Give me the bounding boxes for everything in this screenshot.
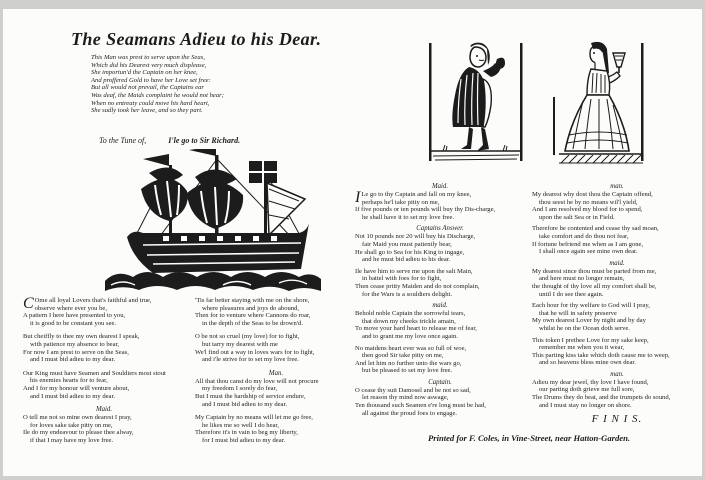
verse-stanza [532,225,702,255]
speaker-label: Captain. [428,378,452,386]
verse-line: This parting kiss take which doth cause me to weep, [532,351,670,359]
ballad-title: The Seamans Adieu to his Dear. [71,29,322,49]
verse-line: I Le go to thy Captain and fall on my knee, [355,189,472,206]
verse-line: And let him no further unto the wars go, [355,359,462,367]
verse-line: All that thou canst do my love will not procure [195,377,319,385]
verse-stanza [532,379,702,409]
intro-line: She importun'd the Captain on her knee, [91,69,198,77]
verse-line: Ile do my endeavour to please thee alway, [23,429,134,437]
intro-verse [91,54,321,115]
verse-line: if that I may have my love free. [30,436,114,444]
verse-line: where pleasures and joys do abound, [202,304,300,312]
verse-line: For now I am prest to serve on the Seas, [23,348,129,356]
finis-line: F I N I S. [591,413,643,426]
verse-line: Behold noble Captain the sorrowful tears, [355,310,466,318]
verse-line: and i'le strive for to set my love free. [202,356,299,364]
verse-line: whilst he on the Ocean doth serve. [539,324,631,332]
intro-line: But all would not prevail, the Captains ear [91,84,204,92]
verse-line: This token I prethee Love for my sake keep, [532,336,649,344]
verse-line: If fortune befriend me when as I am gone, [532,240,644,248]
intro-line: And proffered Gold to have her Love set free: [91,76,211,84]
verse-line: and I must bid adieu to my dear. [202,400,287,408]
verse-line: for loves sake take pitty on me, [30,421,113,429]
verse-stanza [195,378,357,408]
verse-line: the thought of thy love all my comfort shall be, [532,282,657,290]
verse-line: And I am resolved my blood for to spend, [532,206,643,214]
verse-line: A pattern I here have presented to you, [23,312,126,320]
tune-prefix: To the Tune of, [99,136,147,145]
verse-stanza [532,302,702,332]
verse-line: Then for to venture where Cannons do roar, [195,312,311,320]
intro-line: This Man was prest to serve upon the Seas, [91,54,205,61]
verse-line: but tarry my dearest with me [202,340,278,348]
verse-line: Ile have him to serve me upon the salt Main, [355,267,473,275]
verse-column [195,297,357,451]
verse-line: with patience my absence to bear, [30,340,120,348]
verse-line: then good Sir take pitty on me, [362,352,444,360]
verse-line: Ten thousand such Seamen e're long must be had, [355,402,486,410]
verse-line: The Drums they do beat, and the trumpets do sound, [532,394,671,402]
verse-stanza [355,387,525,417]
verse-stanza [195,414,357,444]
verse-line: O be not so cruel (my love) for to fight, [195,333,300,341]
verse-stanza [23,414,185,444]
verse-line: C Ome all loyal Lovers that's faithful and true, [23,295,152,312]
verse-stanza [355,345,525,375]
verse-line: No maidens heart ever was so full of woe, [355,344,467,352]
man-in-cloak-woodcut [425,39,527,177]
verse-stanza [355,268,525,298]
verse-stanza [23,297,185,327]
speaker-label: maid. [432,302,448,310]
intro-line: When no entreaty could move his hard heart, [91,99,210,107]
verse-line: remember me when you it wear, [539,344,625,352]
verse-line: But cheiffly to thee my own dearest I speak, [23,333,140,341]
verse-column [355,183,525,425]
verse-stanza [23,333,185,363]
verse-line: My dearest why dost thou the Captain offend, [532,191,653,198]
verse-line: He shall go to Sea for his King to ingage, [355,248,465,256]
verse-line: he shall have it to set my love free. [362,213,455,221]
verse-line: Therefore be contented and cease thy sad moan, [532,225,659,233]
verse-stanza [355,233,525,263]
verse-line: Not 10 pounds nor 20 will buy his Discharge, [355,233,476,241]
verse-line: and here must no longer remain, [539,275,625,283]
verse-stanza [532,337,702,367]
verse-line: that he will in safety preserve [539,309,617,317]
verse-line: he likes me so well I do hear, [202,421,280,429]
speaker-label: man. [610,183,624,190]
verse-line: O tell me not so mine own dearest I pray, [23,414,132,422]
verse-line: Adieu my dear jewel, thy love I have found, [532,378,649,386]
verse-line: but be pleased to set my love free. [362,367,453,375]
verse-line: And I for my honour will venture about, [23,384,130,392]
speaker-label: Captains Answer. [416,225,464,233]
printer-imprint: Printed for F. Coles, in Vine-Street, near Hatton-Garden. [427,433,631,443]
verse-line: until I do see thee again. [539,290,604,298]
verse-stanza [355,191,525,221]
character-woodcuts [425,39,648,177]
verse-line: But I must the hardship of service endure, [195,392,306,400]
woman-with-goblet-woodcut [551,39,648,177]
tune-line [99,136,329,145]
intro-line: She sadly took her leave, and so they part. [91,107,203,115]
intro-line: Which did his Dearest very much displease, [91,61,207,69]
verse-line: and I must bid adieu to my dear. [30,392,115,400]
verse-line: in the depth of the Seas to be drown'd. [202,319,303,327]
verse-column [23,297,185,451]
verse-line: that down my cheeks trickle amain, [362,317,456,325]
verse-line: our parting doth grieve me full sore, [539,386,635,394]
verse-line: in battel with foes for to fight, [362,275,442,283]
drop-cap: I [355,189,361,206]
verse-line: upon the salt Sea or in Field. [539,213,615,221]
verse-line: 'Tis far better staying with me on the shore, [195,297,310,304]
tune-name: I'le go to Sir Richard. [168,136,241,145]
verse-line: We'l find out a way in loves wars for to fight, [195,348,315,356]
speaker-label: man. [610,370,624,378]
verse-line: My Captain by no means will let me go free, [195,414,313,422]
verse-line: let reason thy mind now aswage, [362,394,449,402]
verse-line: and so heavens bless mine own dear. [539,359,636,367]
verse-line: fair Maid you must patiently bear, [362,240,452,248]
verse-line: and to grant me my love once again. [362,332,458,340]
verse-stanza [195,333,357,363]
verse-line: My dearest since thou must be parted from me, [532,267,657,275]
verse-line: his enemies hearts for to fear, [30,377,108,385]
verse-line: my freedom I sorely do fear, [202,385,278,393]
verse-line: My own dearest Lover by night and by day [532,317,646,325]
verse-line: for I must bid adieu to my dear. [202,436,286,444]
verse-line: If five pounds or ten pounds will buy thy Dis-charge, [355,206,496,214]
right-page-verse-columns [355,183,703,425]
verse-line: all against the proud foes to engage. [362,409,458,417]
verse-stanza [23,370,185,400]
left-page-verse-columns [23,297,357,451]
verse-line: perhaps he'l take pitty on me, [362,198,440,206]
verse-line: Therefore it's in vain to beg my liberty, [195,429,298,437]
verse-line: it is good to be constant you see. [30,319,117,327]
speaker-label: Maid. [431,183,449,190]
verse-line: Each hour for thy welfare to God will I pray, [532,302,650,310]
verse-line: Our King must have Seamen and Souldiers most stout [23,369,166,377]
verse-stanza [195,297,357,327]
verse-stanza [532,191,702,221]
verse-line: and he must bid adieu to his dear. [362,256,451,264]
speaker-label: Man. [268,369,284,377]
verse-stanza [355,310,525,340]
broadside-scan-page [3,9,702,476]
verse-line: To move your hard heart to release me of fear, [355,325,477,333]
verse-line: Then cease pritty Maiden and do not complain, [355,282,480,290]
verse-line: I shall once again see mine own dear. [539,248,638,256]
verse-line: take comfort and do thou not fear, [539,232,629,240]
intro-line: Was deaf, the Maids complaint he would not hear; [91,91,224,99]
verse-line: for the Wars is a souldiers delight. [362,290,452,298]
verse-column [532,183,702,425]
verse-line: O cease thy suit Damosel and be not so sad, [355,386,471,394]
verse-line: thou seest he by no means wil'l yield, [539,198,638,206]
speaker-label: Maid. [95,406,113,414]
verse-line: and I must stay no longer on shore. [539,401,632,409]
verse-stanza [532,268,702,298]
verse-line: observe where ever you be, [34,304,107,312]
speaker-label: maid. [609,259,625,267]
drop-cap: C [23,295,34,312]
verse-line: and I must bid adieu to my dear. [30,356,115,364]
galleon-ship-woodcut [103,149,325,295]
